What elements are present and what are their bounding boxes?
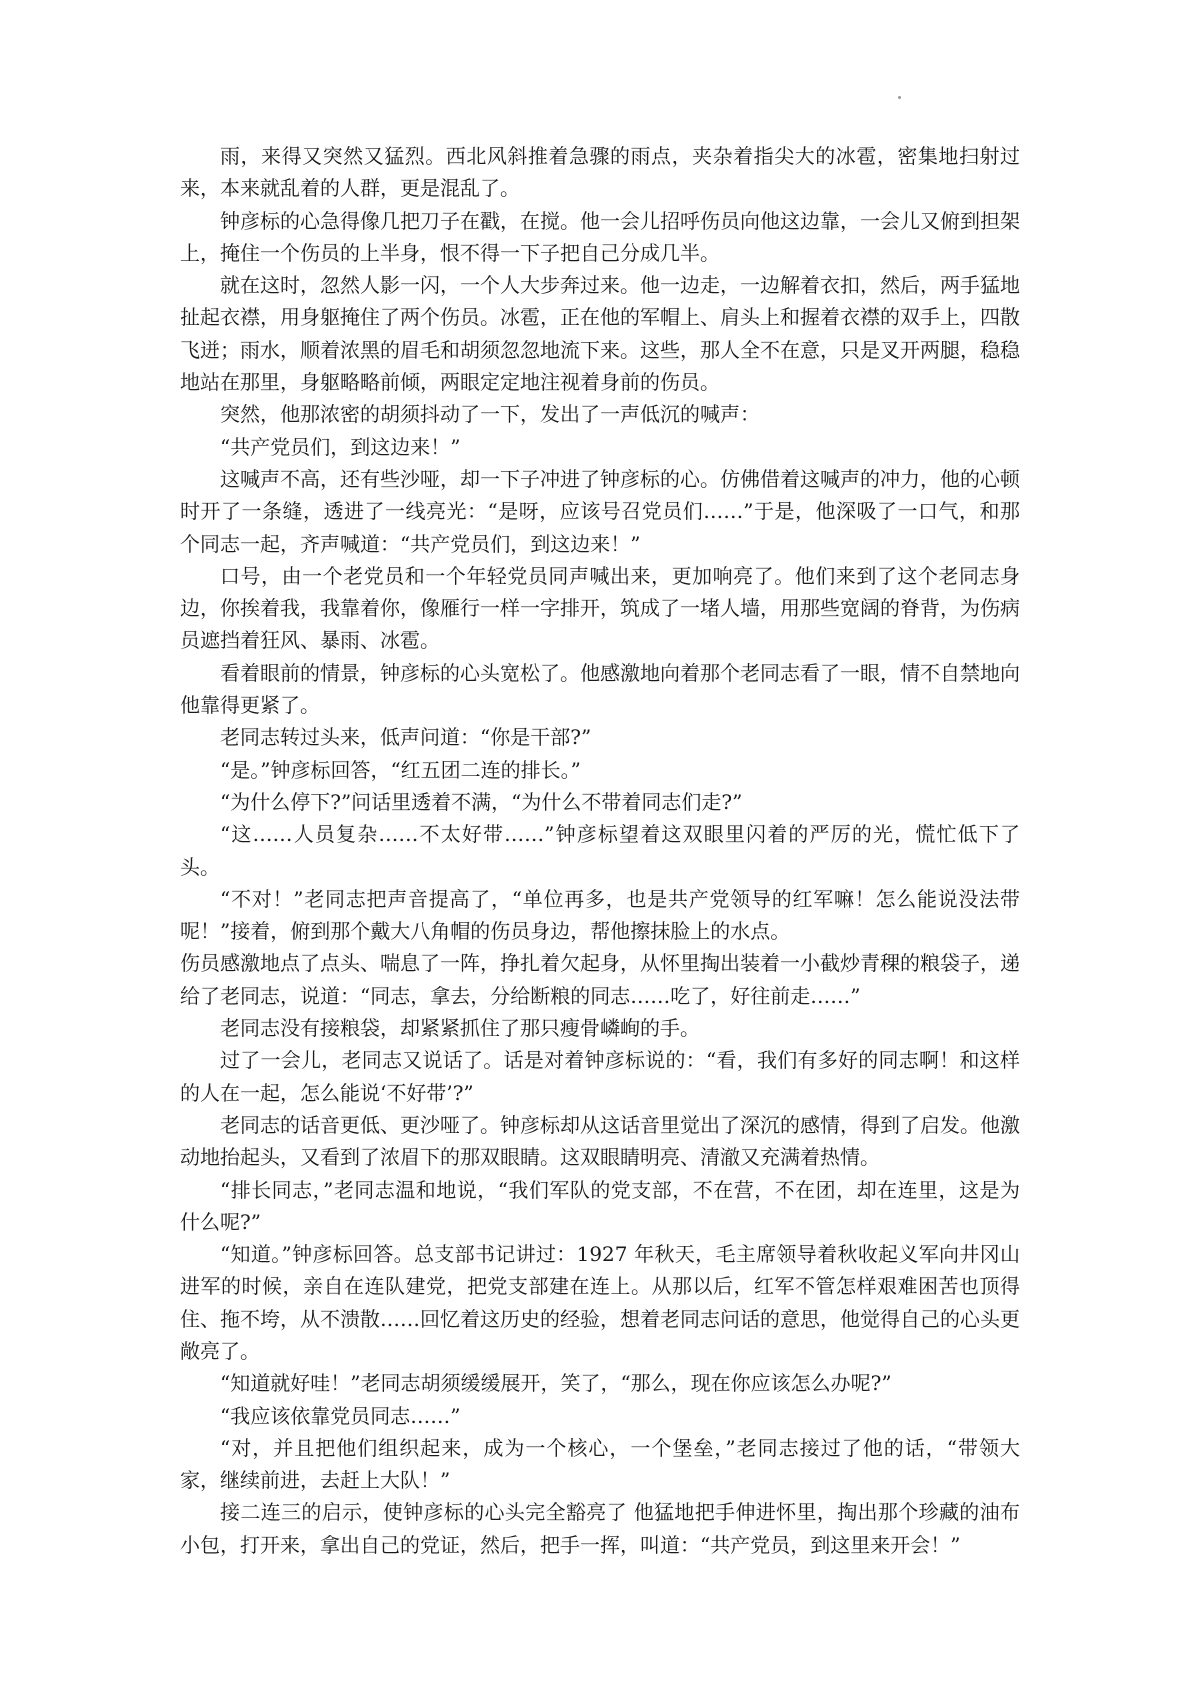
paragraph-20: “知道就好哇！”老同志胡须缓缓展开，笑了，“那么，现在你应该怎么办呢?” xyxy=(220,1371,892,1396)
paragraph-14: 伤员感激地点了点头、喘息了一阵，挣扎着欠起身，从怀里掏出装着一小截炒青稞的粮袋子，递给了老同志，说道：“同志，拿去，分给断粮的同志……吃了，好往前走……” xyxy=(180,951,1020,1008)
paragraph-22: “对，并且把他们组织起来，成为一个核心，一个堡垒，”老同志接过了他的话，“带领大家，继续前进，去赶上大队！” xyxy=(180,1435,1020,1493)
story-text xyxy=(180,140,1020,1561)
paragraph-1: 雨，来得又突然又猛烈。西北风斜推着急骤的雨点，夹杂着指尖大的冰雹，密集地扫射过来，本来就乱着的人群，更是混乱了。 xyxy=(180,144,1020,201)
paragraph-21: “我应该依靠党员同志……” xyxy=(220,1403,461,1428)
paragraph-19: “知道。”钟彦标回答。总支部书记讲过：1927 年秋天，毛主席领导着秋收起义军向井冈山进军的时候，亲自在连队建党，把党支部建在连上。从那以后，红军不管怎样艰难困苦也顶得住、拖不垮，从不溃散……回忆着这历史的经验，想着老同志问话的意思，他觉得自己的心头更敞亮了。 xyxy=(180,1242,1020,1363)
paragraph-12: “这……人员复杂……不太好带……”钟彦标望着这双眼里闪着的严厉的光，慌忙低下了头。 xyxy=(180,822,1020,879)
paragraph-23: 接二连三的启示，使钟彦标的心头完全豁亮了 他猛地把手伸进怀里，掏出那个珍藏的油布小包，打开来，拿出自己的党证，然后，把手一挥，叫道：“共产党员，到这里来开会！” xyxy=(180,1500,1020,1557)
paragraph-8: 看着眼前的情景，钟彦标的心头宽松了。他感激地向着那个老同志看了一眼，情不自禁地向他靠得更紧了。 xyxy=(180,660,1020,718)
paragraph-9: 老同志转过头来，低声问道：“你是干部?” xyxy=(220,725,592,750)
paragraph-17: 老同志的话音更低、更沙哑了。钟彦标却从这话音里觉出了深沉的感情，得到了启发。他激动地抬起头，又看到了浓眉下的那双眼睛。这双眼睛明亮、清澈又充满着热情。 xyxy=(180,1112,1020,1170)
paragraph-6: 这喊声不高，还有些沙哑，却一下子冲进了钟彦标的心。仿佛借着这喊声的冲力，他的心顿时开了一条缝，透进了一线亮光：“是呀，应该号召党员们……”于是，他深吸了一口气，和那个同志一起，齐声喊道：“共产党员们，到这边来！” xyxy=(180,466,1020,556)
paragraph-7: 口号，由一个老党员和一个年轻党员同声喊出来，更加响亮了。他们来到了这个老同志身边，你挨着我，我靠着你，像雁行一样一字排开，筑成了一堵人墙，用那些宽阔的脊背，为伤病员遮挡着狂风、暴雨、冰雹。 xyxy=(180,563,1020,653)
paragraph-3: 就在这时，忽然人影一闪，一个人大步奔过来。他一边走，一边解着衣扣，然后，两手猛地扯起衣襟，用身躯掩住了两个伤员。冰雹，正在他的军帽上、肩头上和握着衣襟的双手上，四散飞迸；雨水，顺着浓黑的眉毛和胡须忽忽地流下来。这些，那人全不在意，只是叉开两腿，稳稳地站在那里，身躯略略前倾，两眼定定地注视着身前的伤员。 xyxy=(180,273,1020,395)
paragraph-4: 突然，他那浓密的胡须抖动了一下，发出了一声低沉的喊声： xyxy=(220,402,760,427)
paragraph-13: “不对！”老同志把声音提高了，“单位再多，也是共产党领导的红军嘛！怎么能说没法带呢！”接着，俯到那个戴大八角帽的伤员身边，帮他擦抹脸上的水点。 xyxy=(180,886,1020,944)
paragraph-10: “是。”钟彦标回答，“红五团二连的排长。” xyxy=(220,757,581,782)
page-mark-dot xyxy=(898,96,901,99)
paragraph-16: 过了一会儿，老同志又说话了。话是对着钟彦标说的：“看，我们有多好的同志啊！和这样的人在一起，怎么能说‘不好带’?” xyxy=(180,1048,1020,1105)
paragraph-2: 钟彦标的心急得像几把刀子在戳，在搅。他一会儿招呼伤员向他这边靠，一会儿又俯到担架上，掩住一个伤员的上半身，恨不得一下子把自己分成几半。 xyxy=(180,208,1020,265)
paragraph-18: “排长同志，”老同志温和地说，“我们军队的党支部，不在营，不在团，却在连里，这是为什么呢?” xyxy=(180,1177,1020,1234)
paragraph-15: 老同志没有接粮袋，却紧紧抓住了那只瘦骨嶙峋的手。 xyxy=(220,1016,700,1041)
paragraph-11: “为什么停下?”问话里透着不满，“为什么不带着同志们走?” xyxy=(220,789,743,814)
paragraph-5: “共产党员们，到这边来！” xyxy=(220,434,461,459)
